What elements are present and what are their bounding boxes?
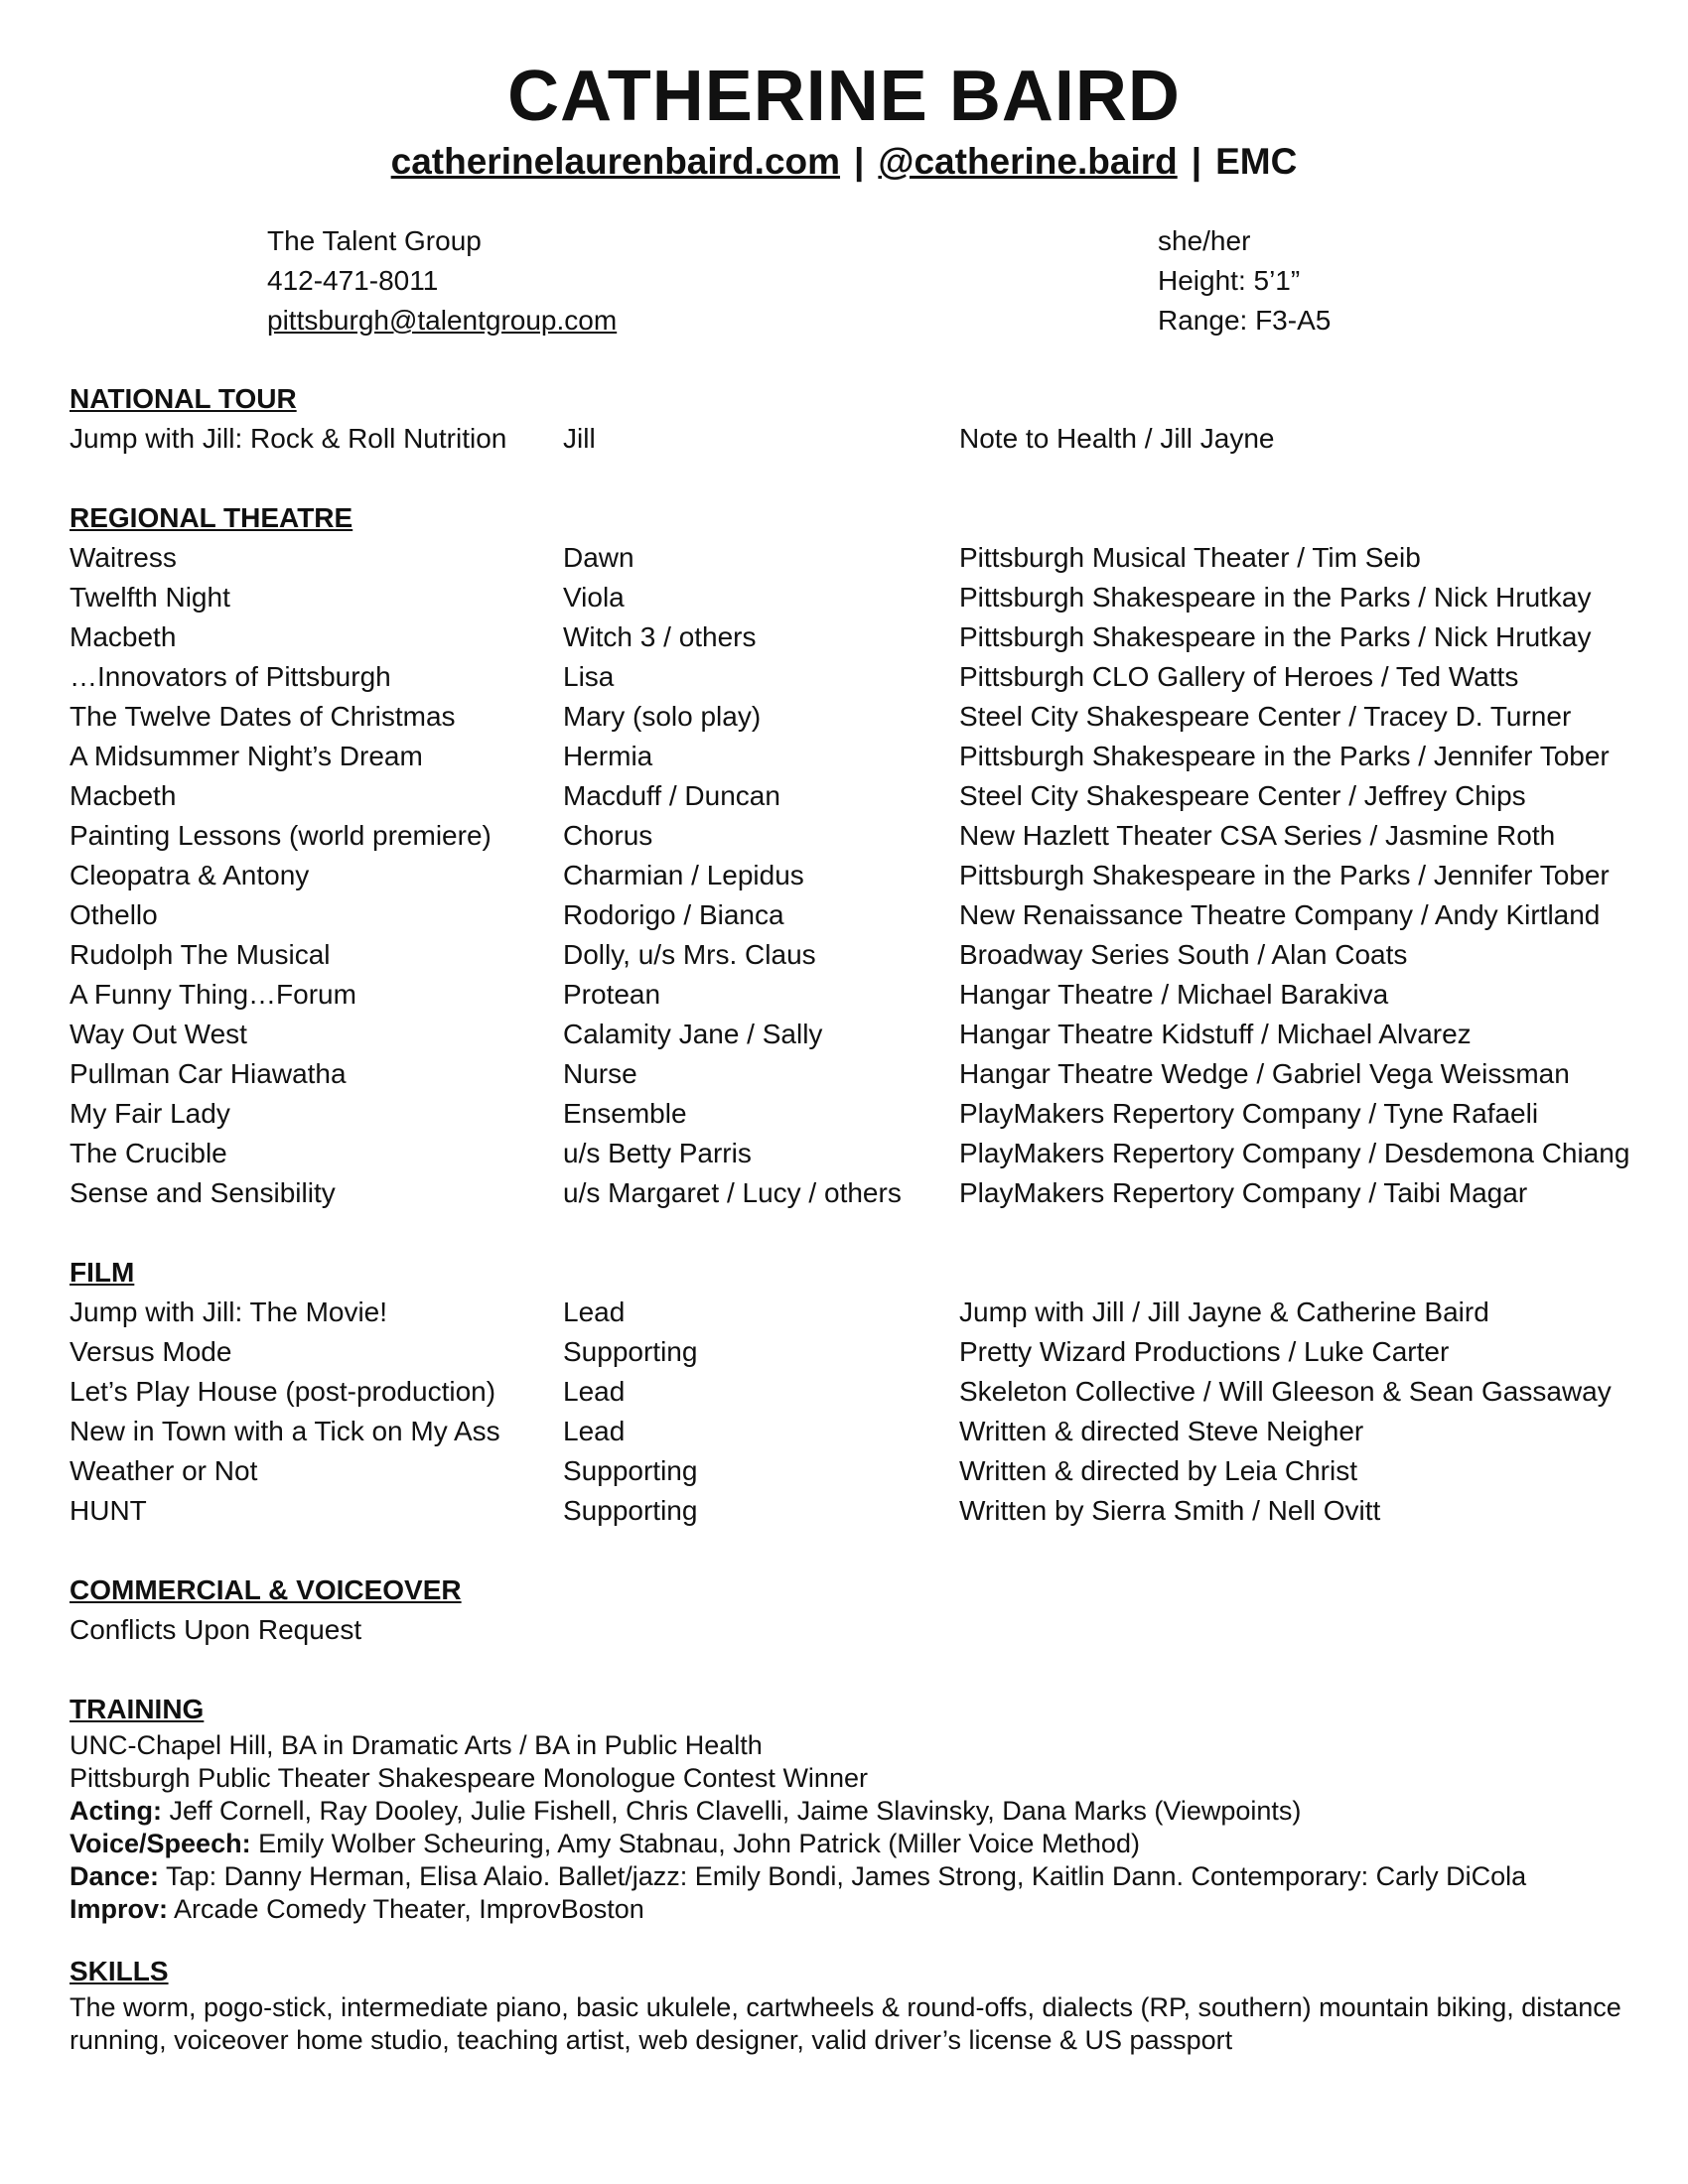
credit-role: Lisa [563,661,615,692]
credit-company: Pittsburgh Shakespeare in the Parks / Jennifer Tober [959,741,1610,771]
credit-title: My Fair Lady [70,1098,230,1129]
credit-company: Written by Sierra Smith / Nell Ovitt [959,1495,1381,1526]
training-award: Pittsburgh Public Theater Shakespeare Monologue Contest Winner [70,1763,868,1793]
national-tour-list [70,419,1638,459]
section-title-regional-theatre: REGIONAL THEATRE [70,502,353,533]
resume-name: CATHERINE BAIRD [507,57,1181,136]
agent-email-link[interactable]: pittsburgh@talentgroup.com [267,305,618,336]
credit-title: Jump with Jill: The Movie! [70,1297,388,1327]
credit-row [70,895,1638,935]
credit-row [70,1134,1638,1173]
credit-row [70,816,1638,856]
training-dance-label: Dance: [70,1861,160,1891]
film-list [70,1293,1638,1531]
instagram-link[interactable]: @catherine.baird [878,141,1178,182]
credit-row [70,737,1638,776]
commercial-text [70,1610,1638,1650]
credit-row [70,617,1638,657]
credit-title: Othello [70,899,158,930]
credit-title: Cleopatra & Antony [70,860,310,890]
credit-title: Painting Lessons (world premiere) [70,820,492,851]
agent-phone: 412-471-8011 [267,265,439,296]
credit-row [70,1015,1638,1054]
training-degree: UNC-Chapel Hill, BA in Dramatic Arts / BA in Public Health [70,1730,763,1760]
credit-role: Witch 3 / others [563,621,757,652]
section-title-commercial: COMMERCIAL & VOICEOVER [70,1574,462,1605]
credit-role: Protean [563,979,661,1010]
credit-role: Lead [563,1376,626,1407]
credit-title: Weather or Not [70,1455,258,1486]
credit-row [70,697,1638,737]
credit-company: PlayMakers Repertory Company / Tyne Rafaeli [959,1098,1539,1129]
credit-role: Supporting [563,1455,698,1486]
height: Height: 5’1” [1158,265,1301,296]
section-title-national-tour: NATIONAL TOUR [70,383,297,414]
credit-role: Supporting [563,1495,698,1526]
separator: | [854,141,865,182]
credit-row [70,1451,1638,1491]
credit-company: Broadway Series South / Alan Coats [959,939,1408,970]
credit-row [70,657,1638,697]
credit-company: Steel City Shakespeare Center / Jeffrey Chips [959,780,1526,811]
credit-row [70,1491,1638,1531]
credit-row [70,578,1638,617]
credit-role: Lead [563,1297,626,1327]
credit-company: PlayMakers Repertory Company / Desdemona Chiang [959,1138,1630,1168]
credit-title: HUNT [70,1495,147,1526]
training-improv-label: Improv: [70,1894,169,1924]
credit-title: A Funny Thing…Forum [70,979,356,1010]
credit-title: Twelfth Night [70,582,230,613]
credit-title: The Crucible [70,1138,227,1168]
commercial-note: Conflicts Upon Request [70,1614,362,1645]
agent-name: The Talent Group [267,225,482,256]
credit-company: PlayMakers Repertory Company / Taibi Magar [959,1177,1528,1208]
pronouns: she/her [1158,225,1251,256]
credit-row [70,776,1638,816]
header-links [0,137,1688,187]
credit-row [70,1332,1638,1372]
credit-company: Skeleton Collective / Will Gleeson & Sean Gassaway [959,1376,1612,1407]
training-dance-text: Tap: Danny Herman, Elisa Alaio. Ballet/jazz: Emily Bondi, James Strong, Kaitlin Dann. Contemporary: Carly DiCola [159,1861,1527,1891]
credit-title: Jump with Jill: Rock & Roll Nutrition [70,423,507,454]
training-voice-label: Voice/Speech: [70,1829,251,1858]
credit-company: Pittsburgh Shakespeare in the Parks / Jennifer Tober [959,860,1610,890]
credit-company: Pittsburgh Shakespeare in the Parks / Nick Hrutkay [959,621,1592,652]
credit-title: A Midsummer Night’s Dream [70,741,423,771]
credit-row [70,1412,1638,1451]
training-improv-text: Arcade Comedy Theater, ImprovBoston [168,1894,644,1924]
credit-company: New Renaissance Theatre Company / Andy Kirtland [959,899,1601,930]
credit-title: Waitress [70,542,177,573]
credit-row [70,1054,1638,1094]
credit-company: Pretty Wizard Productions / Luke Carter [959,1336,1450,1367]
credit-role: Rodorigo / Bianca [563,899,784,930]
resume-sections [70,379,1638,2057]
credit-role: Supporting [563,1336,698,1367]
training-acting-label: Acting: [70,1796,162,1826]
credit-row [70,1173,1638,1213]
credit-row [70,856,1638,895]
regional-theatre-list [70,538,1638,1213]
training-acting-text: Jeff Cornell, Ray Dooley, Julie Fishell, Chris Clavelli, Jaime Slavinsky, Dana Marks (Viewpoints) [161,1796,1302,1826]
credit-company: Pittsburgh CLO Gallery of Heroes / Ted Watts [959,661,1519,692]
credit-role: Hermia [563,741,653,771]
credit-role: Nurse [563,1058,637,1089]
credit-company: Hangar Theatre Wedge / Gabriel Vega Weissman [959,1058,1570,1089]
credit-company: Note to Health / Jill Jayne [959,423,1275,454]
credit-title: Way Out West [70,1019,247,1049]
credit-role: u/s Margaret / Lucy / others [563,1177,902,1208]
credit-company: Pittsburgh Musical Theater / Tim Seib [959,542,1421,573]
training-acting [70,1795,1638,1828]
credit-title: Let’s Play House (post-production) [70,1376,496,1407]
training-voice-text: Emily Wolber Scheuring, Amy Stabnau, John Patrick (Miller Voice Method) [250,1829,1140,1858]
credit-row [70,538,1638,578]
credit-role: Mary (solo play) [563,701,762,732]
personal-stats [1158,221,1331,341]
credit-company: Steel City Shakespeare Center / Tracey D. Turner [959,701,1572,732]
union-status: EMC [1215,141,1298,182]
training-improv [70,1893,1638,1926]
credit-role: Chorus [563,820,653,851]
credit-company: Written & directed by Leia Christ [959,1455,1357,1486]
credit-row [70,1372,1638,1412]
credit-row [70,419,1638,459]
website-link[interactable]: catherinelaurenbaird.com [390,141,841,182]
credit-row [70,1293,1638,1332]
credit-role: u/s Betty Parris [563,1138,752,1168]
credit-title: Macbeth [70,621,177,652]
section-title-skills: SKILLS [70,1956,169,1986]
credit-company: Written & directed Steve Neigher [959,1416,1364,1446]
credit-company: Jump with Jill / Jill Jayne & Catherine Baird [959,1297,1489,1327]
credit-role: Lead [563,1416,626,1446]
credit-row [70,1094,1638,1134]
credit-row [70,935,1638,975]
credit-role: Macduff / Duncan [563,780,780,811]
credit-role: Calamity Jane / Sally [563,1019,823,1049]
skills-text: The worm, pogo-stick, intermediate piano, basic ukulele, cartwheels & round-offs, dialects (RP, southern) mountain biking, distance running, voiceover home studio, teaching artist, web designer, valid driver’s license & US passport [70,1992,1621,2055]
credit-role: Viola [563,582,625,613]
credit-title: Macbeth [70,780,177,811]
separator: | [1191,141,1202,182]
agent-contact [267,221,617,341]
credit-company: Hangar Theatre Kidstuff / Michael Alvarez [959,1019,1472,1049]
credit-role: Jill [563,423,596,454]
credit-title: Rudolph The Musical [70,939,331,970]
credit-role: Ensemble [563,1098,687,1129]
training-voice [70,1828,1638,1860]
credit-company: New Hazlett Theater CSA Series / Jasmine Roth [959,820,1556,851]
credit-title: Versus Mode [70,1336,232,1367]
credit-title: …Innovators of Pittsburgh [70,661,391,692]
credit-role: Dolly, u/s Mrs. Claus [563,939,816,970]
credit-row [70,975,1638,1015]
credit-role: Dawn [563,542,634,573]
vocal-range: Range: F3-A5 [1158,305,1332,336]
credit-title: New in Town with a Tick on My Ass [70,1416,500,1446]
training-dance [70,1860,1638,1893]
credit-title: The Twelve Dates of Christmas [70,701,456,732]
credit-role: Charmian / Lepidus [563,860,804,890]
credit-title: Pullman Car Hiawatha [70,1058,347,1089]
credit-company: Pittsburgh Shakespeare in the Parks / Nick Hrutkay [959,582,1592,613]
credit-title: Sense and Sensibility [70,1177,336,1208]
credit-company: Hangar Theatre / Michael Barakiva [959,979,1389,1010]
section-title-training: TRAINING [70,1694,205,1724]
section-title-film: FILM [70,1257,135,1288]
